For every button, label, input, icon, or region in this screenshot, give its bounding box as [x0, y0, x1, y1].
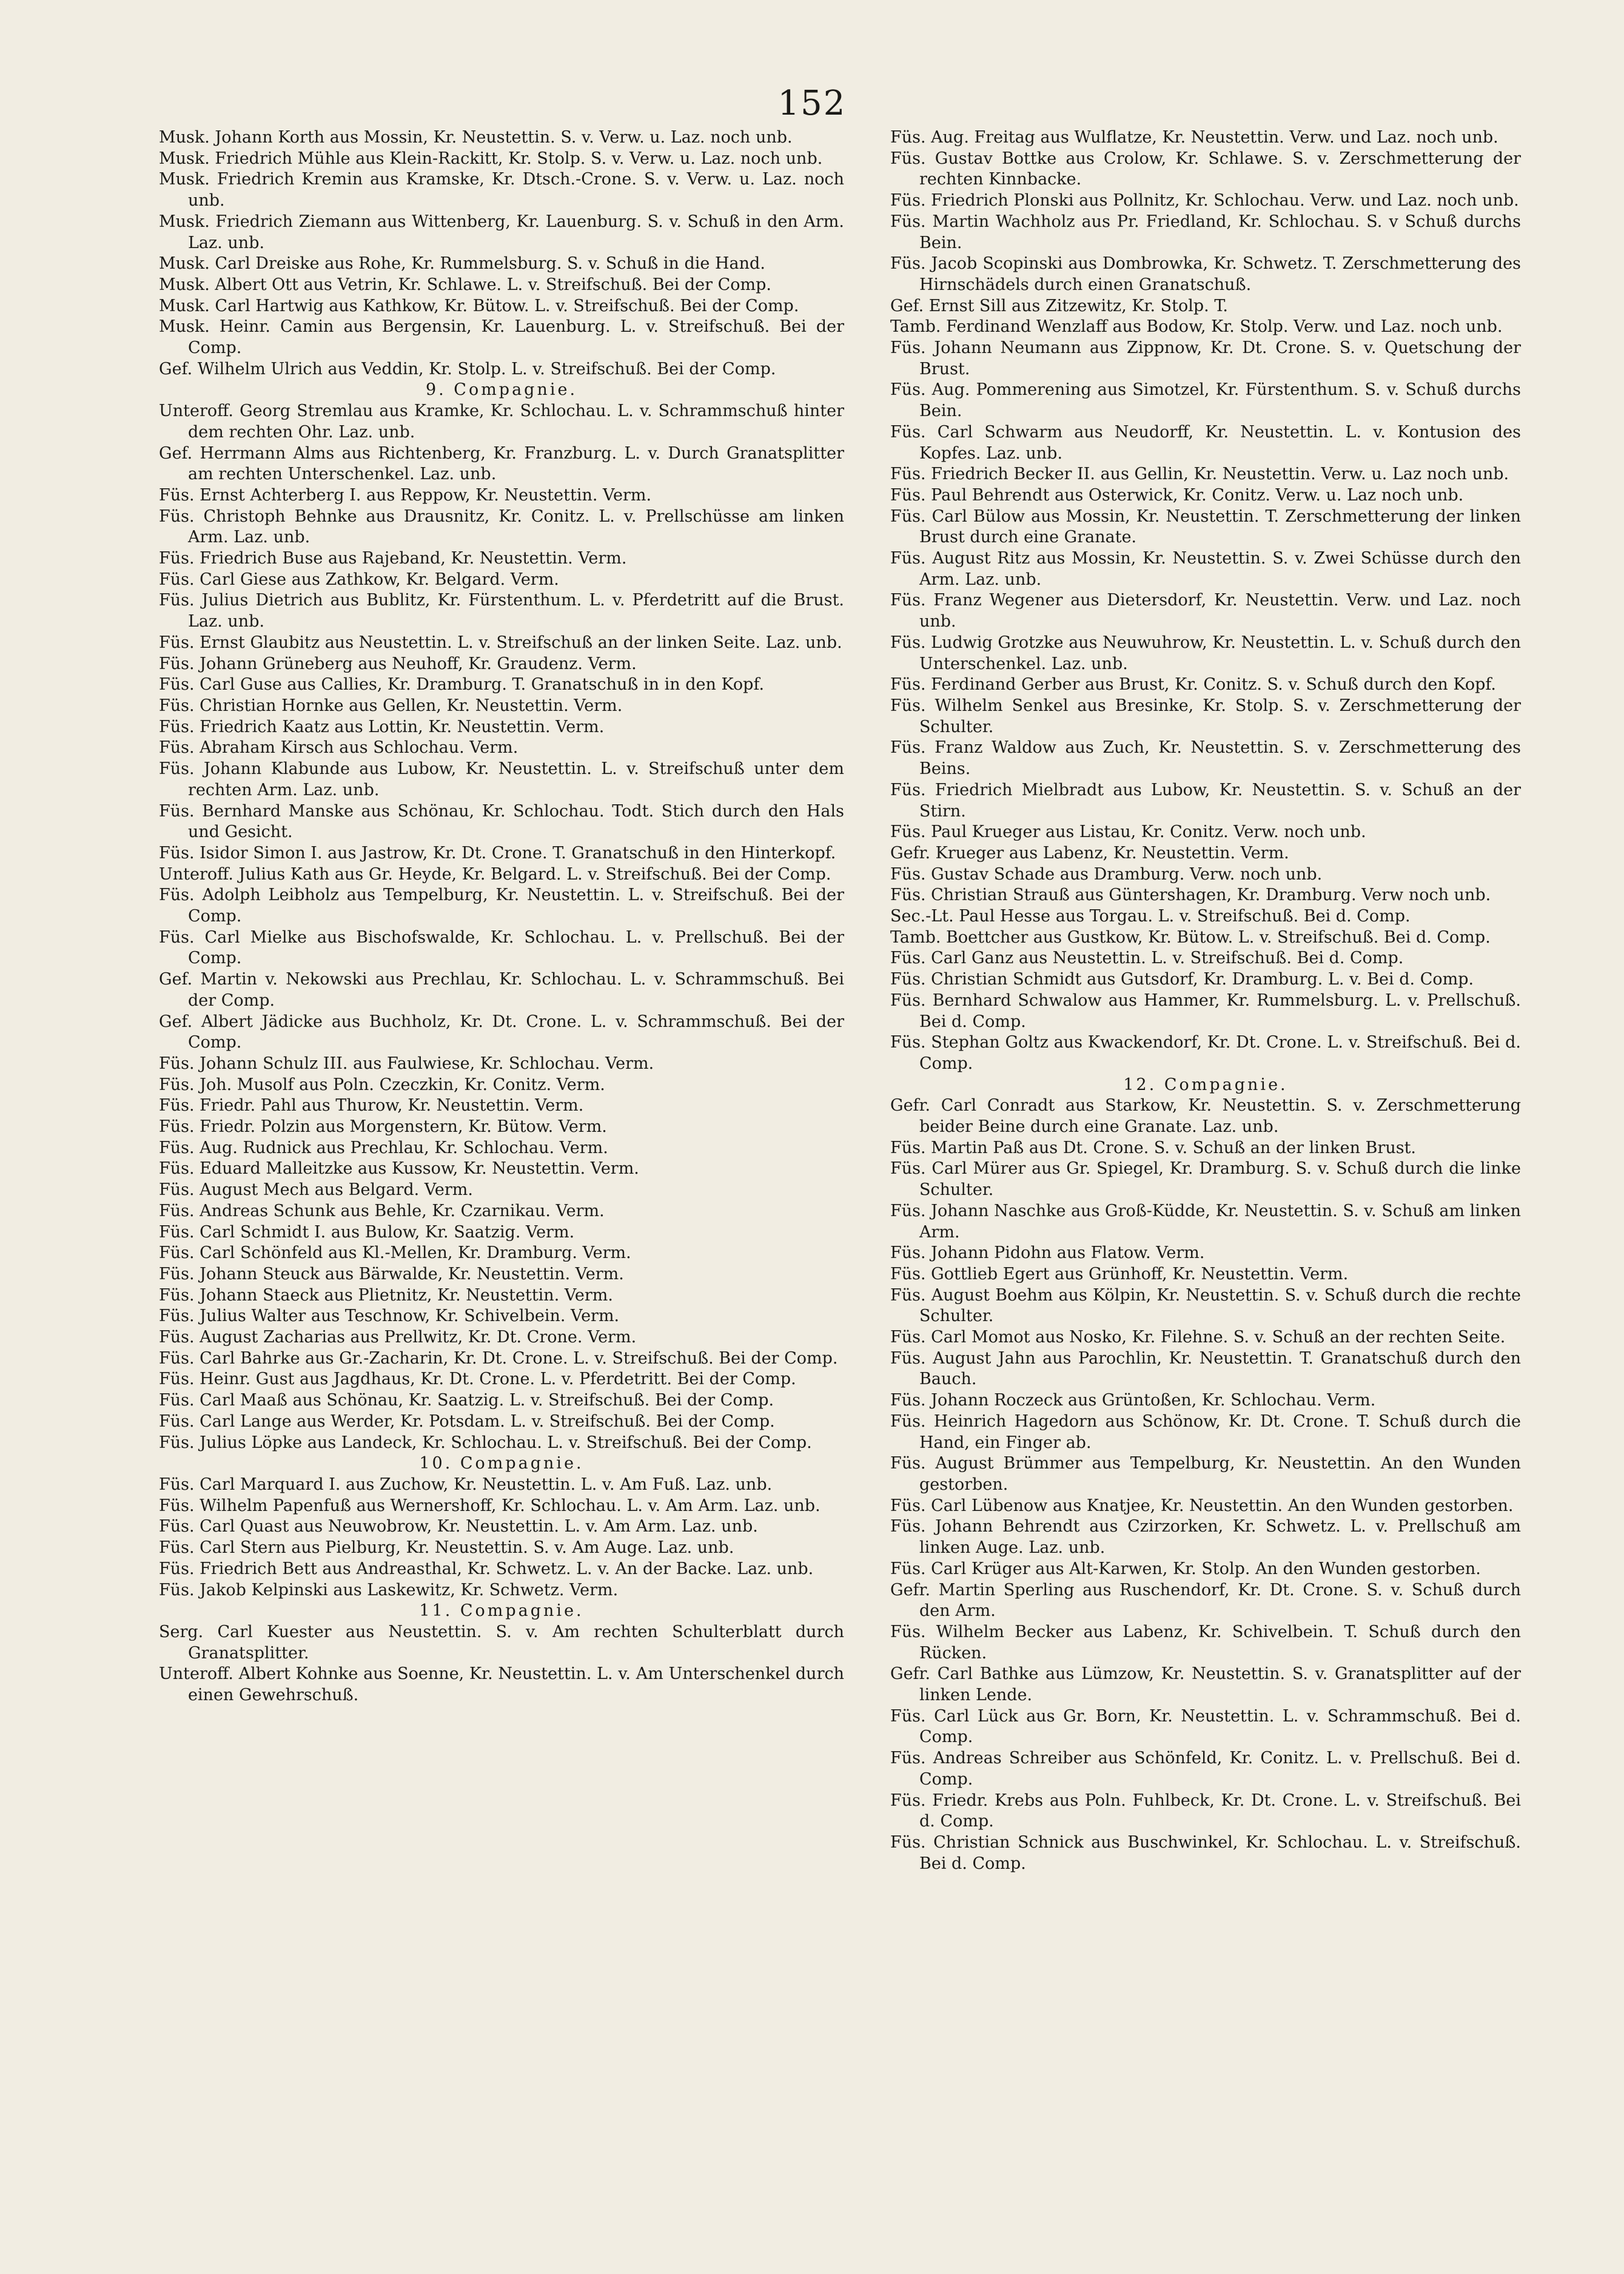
casualty-entry: Gefr. Martin Sperling aus Ruschendorf, Kr. Dt. Crone. S. v. Schuß durch den Arm.	[890, 1580, 1521, 1621]
casualty-entry: Füs. Ludwig Grotzke aus Neuwuhrow, Kr. Neustettin. L. v. Schuß durch den Unterschenkel. Laz. unb.	[890, 633, 1521, 673]
casualty-entry: Füs. Julius Löpke aus Landeck, Kr. Schlochau. L. v. Streifschuß. Bei der Comp.	[159, 1433, 812, 1452]
company-heading: 11. Compagnie.	[419, 1601, 584, 1621]
casualty-entry: Füs. Carl Lange aus Werder, Kr. Potsdam. L. v. Streifschuß. Bei der Comp.	[159, 1411, 775, 1431]
casualty-entry: Füs. Carl Ganz aus Neustettin. L. v. Streifschuß. Bei d. Comp.	[890, 949, 1404, 968]
casualty-entry: Füs. Gottlieb Egert aus Grünhoff, Kr. Neustettin. Verm.	[890, 1264, 1349, 1283]
casualty-entry: Füs. Bernhard Manske aus Schönau, Kr. Schlochau. Todt. Stich durch den Hals und Gesicht.	[159, 801, 844, 842]
casualty-entry: Füs. Friedr. Polzin aus Morgenstern, Kr. Bütow. Verm.	[159, 1117, 607, 1137]
casualty-entry: Füs. Paul Krueger aus Listau, Kr. Conitz. Verw. noch unb.	[890, 822, 1366, 842]
casualty-entry: Füs. Adolph Leibholz aus Tempelburg, Kr. Neustettin. L. v. Streifschuß. Bei der Comp.	[159, 886, 844, 926]
casualty-entry: Gef. Albert Jädicke aus Buchholz, Kr. Dt. Crone. L. v. Schrammschuß. Bei der Comp.	[159, 1012, 844, 1052]
casualty-entry: Füs. Gustav Bottke aus Crolow, Kr. Schlawe. S. v. Zerschmetterung der rechten Kinnbacke.	[890, 149, 1521, 189]
casualty-entry: Füs. August Mech aus Belgard. Verm.	[159, 1180, 473, 1200]
casualty-entry: Füs. Friedrich Kaatz aus Lottin, Kr. Neustettin. Verm.	[159, 717, 605, 736]
left-column	[159, 127, 844, 1706]
casualty-entry: Füs. August Brümmer aus Tempelburg, Kr. Neustettin. An den Wunden gestorben.	[890, 1454, 1521, 1494]
casualty-entry: Musk. Friedrich Mühle aus Klein-Rackitt, Kr. Stolp. S. v. Verw. u. Laz. noch unb.	[159, 149, 823, 168]
casualty-entry: Füs. Isidor Simon I. aus Jastrow, Kr. Dt. Crone. T. Granatschuß in den Hinterkopf.	[159, 843, 836, 863]
casualty-entry: Füs. Friedrich Becker II. aus Gellin, Kr. Neustettin. Verw. u. Laz noch unb.	[890, 465, 1509, 484]
casualty-entry: Füs. Franz Wegener aus Dietersdorf, Kr. Neustettin. Verw. und Laz. noch unb.	[890, 591, 1521, 631]
casualty-entry: Unteroff. Georg Stremlau aus Kramke, Kr. Schlochau. L. v. Schrammschuß hinter dem rechten Ohr. Laz. unb.	[159, 402, 844, 442]
page-number: 152	[777, 84, 847, 123]
casualty-entry: Serg. Carl Kuester aus Neustettin. S. v. Am rechten Schulterblatt durch Granatsplitter.	[159, 1622, 844, 1663]
casualty-entry: Musk. Albert Ott aus Vetrin, Kr. Schlawe. L. v. Streifschuß. Bei der Comp.	[159, 275, 772, 294]
casualty-entry: Füs. Gustav Schade aus Dramburg. Verw. noch unb.	[890, 864, 1323, 884]
casualty-entry: Füs. Aug. Pommerening aus Simotzel, Kr. Fürstenthum. S. v. Schuß durchs Bein.	[890, 380, 1521, 421]
casualty-entry: Füs. Christoph Behnke aus Drausnitz, Kr. Conitz. L. v. Prellschüsse am linken Arm. Laz. unb.	[159, 506, 844, 547]
casualty-entry: Füs. Christian Strauß aus Güntershagen, Kr. Dramburg. Verw noch unb.	[890, 886, 1491, 905]
casualty-entry: Füs. Johann Klabunde aus Lubow, Kr. Neustettin. L. v. Streifschuß unter dem rechten Arm. Laz. unb.	[159, 759, 844, 799]
casualty-entry: Tamb. Boettcher aus Gustkow, Kr. Bütow. L. v. Streifschuß. Bei d. Comp.	[890, 927, 1491, 947]
casualty-entry: Füs. Johann Schulz III. aus Faulwiese, Kr. Schlochau. Verm.	[159, 1054, 654, 1073]
casualty-entry: Füs. Christian Schmidt aus Gutsdorf, Kr. Dramburg. L. v. Bei d. Comp.	[890, 970, 1474, 989]
casualty-entry: Füs. Carl Lück aus Gr. Born, Kr. Neustettin. L. v. Schrammschuß. Bei d. Comp.	[890, 1706, 1521, 1747]
casualty-entry: Füs. Julius Walter aus Teschnow, Kr. Schivelbein. Verm.	[159, 1307, 620, 1326]
casualty-entry: Füs. Carl Guse aus Callies, Kr. Dramburg. T. Granatschuß in in den Kopf.	[159, 675, 765, 695]
casualty-entry: Füs. Franz Waldow aus Zuch, Kr. Neustettin. S. v. Zerschmetterung des Beins.	[890, 738, 1521, 779]
casualty-entry: Füs. Carl Krüger aus Alt-Karwen, Kr. Stolp. An den Wunden gestorben.	[890, 1559, 1481, 1578]
casualty-entry: Füs. August Ritz aus Mossin, Kr. Neustettin. S. v. Zwei Schüsse durch den Arm. Laz. unb.	[890, 549, 1521, 589]
casualty-entry: Gef. Martin v. Nekowski aus Prechlau, Kr. Schlochau. L. v. Schrammschuß. Bei der Comp.	[159, 970, 844, 1010]
casualty-entry: Füs. Ferdinand Gerber aus Brust, Kr. Conitz. S. v. Schuß durch den Kopf.	[890, 675, 1496, 695]
casualty-entry: Füs. Wilhelm Becker aus Labenz, Kr. Schivelbein. T. Schuß durch den Rücken.	[890, 1622, 1521, 1663]
casualty-entry: Unteroff. Albert Kohnke aus Soenne, Kr. Neustettin. L. v. Am Unterschenkel durch einen Gewehrschuß.	[159, 1664, 844, 1705]
right-column	[890, 127, 1521, 1874]
casualty-entry: Gefr. Carl Bathke aus Lümzow, Kr. Neustettin. S. v. Granatsplitter auf der linken Lende.	[890, 1664, 1521, 1705]
casualty-entry: Musk. Carl Hartwig aus Kathkow, Kr. Bütow. L. v. Streifschuß. Bei der Comp.	[159, 296, 799, 315]
casualty-entry: Sec.-Lt. Paul Hesse aus Torgau. L. v. Streifschuß. Bei d. Comp.	[890, 907, 1411, 926]
casualty-entry: Gef. Ernst Sill aus Zitzewitz, Kr. Stolp. T.	[890, 296, 1228, 315]
casualty-entry: Füs. Friedrich Mielbradt aus Lubow, Kr. Neustettin. S. v. Schuß an der Stirn.	[890, 780, 1521, 821]
casualty-entry: Füs. Carl Bülow aus Mossin, Kr. Neustettin. T. Zerschmetterung der linken Brust durch eine Granate.	[890, 506, 1521, 547]
casualty-entry: Füs. Friedr. Krebs aus Poln. Fuhlbeck, Kr. Dt. Crone. L. v. Streifschuß. Bei d. Comp.	[890, 1791, 1521, 1831]
casualty-entry: Gef. Herrmann Alms aus Richtenberg, Kr. Franzburg. L. v. Durch Granatsplitter am rechten Unterschenkel. Laz. unb.	[159, 443, 844, 484]
casualty-entry: Füs. Johann Grüneberg aus Neuhoff, Kr. Graudenz. Verm.	[159, 654, 637, 673]
casualty-entry: Füs. Ernst Glaubitz aus Neustettin. L. v. Streifschuß an der linken Seite. Laz. unb.	[159, 633, 842, 652]
casualty-entry: Füs. Friedrich Buse aus Rajeband, Kr. Neustettin. Verm.	[159, 549, 627, 568]
casualty-entry: Füs. Andreas Schreiber aus Schönfeld, Kr. Conitz. L. v. Prellschuß. Bei d. Comp.	[890, 1749, 1521, 1789]
casualty-entry: Musk. Heinr. Camin aus Bergensin, Kr. Lauenburg. L. v. Streifschuß. Bei der Comp.	[159, 317, 844, 358]
casualty-entry: Musk. Carl Dreiske aus Rohe, Kr. Rummelsburg. S. v. Schuß in die Hand.	[159, 254, 765, 274]
casualty-entry: Füs. Carl Mielke aus Bischofswalde, Kr. Schlochau. L. v. Prellschuß. Bei der Comp.	[159, 927, 844, 968]
casualty-entry: Füs. Christian Hornke aus Gellen, Kr. Neustettin. Verm.	[159, 696, 623, 715]
casualty-entry: Füs. Jakob Kelpinski aus Laskewitz, Kr. Schwetz. Verm.	[159, 1580, 619, 1600]
casualty-entry: Füs. Eduard Malleitzke aus Kussow, Kr. Neustettin. Verm.	[159, 1159, 639, 1179]
casualty-entry: Füs. Carl Stern aus Pielburg, Kr. Neustettin. S. v. Am Auge. Laz. unb.	[159, 1538, 734, 1558]
casualty-entry: Füs. Heinrich Hagedorn aus Schönow, Kr. Dt. Crone. T. Schuß durch die Hand, ein Finger ab.	[890, 1411, 1521, 1452]
casualty-entry: Füs. Johann Behrendt aus Czirzorken, Kr. Schwetz. L. v. Prellschuß am linken Auge. Laz. unb.	[890, 1517, 1521, 1558]
casualty-entry: Füs. Carl Lübenow aus Knatjee, Kr. Neustettin. An den Wunden gestorben.	[890, 1496, 1514, 1515]
casualty-entry: Füs. Friedrich Bett aus Andreasthal, Kr. Schwetz. L. v. An der Backe. Laz. unb.	[159, 1559, 814, 1578]
casualty-entry: Füs. Carl Giese aus Zathkow, Kr. Belgard. Verm.	[159, 570, 559, 589]
casualty-entry: Gef. Wilhelm Ulrich aus Veddin, Kr. Stolp. L. v. Streifschuß. Bei der Comp.	[159, 359, 776, 378]
casualty-entry: Füs. Bernhard Schwalow aus Hammer, Kr. Rummelsburg. L. v. Prellschuß. Bei d. Comp.	[890, 991, 1521, 1031]
casualty-entry: Füs. Andreas Schunk aus Behle, Kr. Czarnikau. Verm.	[159, 1201, 605, 1220]
casualty-entry: Unteroff. Julius Kath aus Gr. Heyde, Kr. Belgard. L. v. Streifschuß. Bei der Comp.	[159, 864, 831, 884]
casualty-entry: Füs. Stephan Goltz aus Kwackendorf, Kr. Dt. Crone. L. v. Streifschuß. Bei d. Comp.	[890, 1033, 1521, 1073]
casualty-entry: Füs. Carl Marquard I. aus Zuchow, Kr. Neustettin. L. v. Am Fuß. Laz. unb.	[159, 1475, 773, 1494]
casualty-entry: Füs. Aug. Freitag aus Wulflatze, Kr. Neustettin. Verw. und Laz. noch unb.	[890, 128, 1498, 147]
casualty-entry: Füs. Aug. Rudnick aus Prechlau, Kr. Schlochau. Verm.	[159, 1138, 608, 1157]
casualty-entry: Füs. Carl Schmidt I. aus Bulow, Kr. Saatzig. Verm.	[159, 1222, 575, 1242]
casualty-entry: Füs. Johann Neumann aus Zippnow, Kr. Dt. Crone. S. v. Quetschung der Brust.	[890, 338, 1521, 378]
casualty-entry: Füs. Christian Schnick aus Buschwinkel, Kr. Schlochau. L. v. Streifschuß. Bei d. Comp.	[890, 1832, 1521, 1873]
casualty-entry: Musk. Friedrich Kremin aus Kramske, Kr. Dtsch.-Crone. S. v. Verw. u. Laz. noch unb.	[159, 170, 844, 210]
casualty-entry: Füs. Johann Steuck aus Bärwalde, Kr. Neustettin. Verm.	[159, 1264, 624, 1283]
casualty-entry: Füs. Abraham Kirsch aus Schlochau. Verm.	[159, 738, 518, 758]
casualty-entry: Füs. Carl Schwarm aus Neudorff, Kr. Neustettin. L. v. Kontusion des Kopfes. Laz. unb.	[890, 422, 1521, 463]
casualty-entry: Füs. Carl Quast aus Neuwobrow, Kr. Neustettin. L. v. Am Arm. Laz. unb.	[159, 1517, 758, 1536]
casualty-entry: Füs. Martin Paß aus Dt. Crone. S. v. Schuß an der linken Brust.	[890, 1138, 1417, 1157]
casualty-entry: Füs. Wilhelm Senkel aus Bresinke, Kr. Stolp. S. v. Zerschmetterung der Schulter.	[890, 696, 1521, 736]
casualty-entry: Füs. Carl Schönfeld aus Kl.-Mellen, Kr. Dramburg. Verm.	[159, 1243, 631, 1263]
casualty-entry: Füs. August Jahn aus Parochlin, Kr. Neustettin. T. Granatschuß durch den Bauch.	[890, 1348, 1521, 1389]
casualty-entry: Füs. Heinr. Gust aus Jagdhaus, Kr. Dt. Crone. L. v. Pferdetritt. Bei der Comp.	[159, 1370, 796, 1389]
casualty-entry: Tamb. Ferdinand Wenzlaff aus Bodow, Kr. Stolp. Verw. und Laz. noch unb.	[890, 317, 1503, 337]
casualty-entry: Füs. August Boehm aus Kölpin, Kr. Neustettin. S. v. Schuß durch die rechte Schulter.	[890, 1285, 1521, 1326]
casualty-entry: Füs. Carl Momot aus Nosko, Kr. Filehne. S. v. Schuß an der rechten Seite.	[890, 1328, 1506, 1347]
casualty-entry: Gefr. Carl Conradt aus Starkow, Kr. Neustettin. S. v. Zerschmetterung beider Beine durch eine Granate. Laz. unb.	[890, 1096, 1521, 1137]
casualty-entry: Füs. Julius Dietrich aus Bublitz, Kr. Fürstenthum. L. v. Pferdetritt auf die Brust. Laz. unb.	[159, 591, 844, 631]
company-heading: 10. Compagnie.	[419, 1454, 584, 1473]
casualty-entry: Füs. Carl Mürer aus Gr. Spiegel, Kr. Dramburg. S. v. Schuß durch die linke Schulter.	[890, 1159, 1521, 1200]
casualty-entry: Füs. Jacob Scopinski aus Dombrowka, Kr. Schwetz. T. Zerschmetterung des Hirnschädels durch einen Granatschuß.	[890, 254, 1521, 294]
casualty-entry: Füs. Johann Roczeck aus Grüntoßen, Kr. Schlochau. Verm.	[890, 1391, 1376, 1410]
casualty-entry: Gefr. Krueger aus Labenz, Kr. Neustettin. Verm.	[890, 843, 1289, 863]
casualty-entry: Füs. August Zacharias aus Prellwitz, Kr. Dt. Crone. Verm.	[159, 1328, 637, 1347]
casualty-entry: Füs. Johann Staeck aus Plietnitz, Kr. Neustettin. Verm.	[159, 1285, 613, 1305]
casualty-entry: Füs. Friedrich Plonski aus Pollnitz, Kr. Schlochau. Verw. und Laz. noch unb.	[890, 191, 1519, 210]
casualty-entry: Musk. Friedrich Ziemann aus Wittenberg, Kr. Lauenburg. S. v. Schuß in den Arm. Laz. unb.	[159, 212, 844, 252]
casualty-entry: Musk. Johann Korth aus Mossin, Kr. Neustettin. S. v. Verw. u. Laz. noch unb.	[159, 128, 793, 147]
casualty-entry: Füs. Johann Pidohn aus Flatow. Verm.	[890, 1243, 1205, 1263]
casualty-entry: Füs. Johann Naschke aus Groß-Küdde, Kr. Neustettin. S. v. Schuß am linken Arm.	[890, 1201, 1522, 1242]
casualty-entry: Füs. Wilhelm Papenfuß aus Wernershoff, Kr. Schlochau. L. v. Am Arm. Laz. unb.	[159, 1496, 820, 1515]
company-heading: 12. Compagnie.	[1123, 1075, 1288, 1094]
casualty-entry: Füs. Ernst Achterberg I. aus Reppow, Kr. Neustettin. Verm.	[159, 485, 652, 505]
casualty-entry: Füs. Friedr. Pahl aus Thurow, Kr. Neustettin. Verm.	[159, 1096, 584, 1115]
casualty-entry: Füs. Carl Maaß aus Schönau, Kr. Saatzig. L. v. Streifschuß. Bei der Comp.	[159, 1391, 774, 1410]
casualty-entry: Füs. Joh. Musolf aus Poln. Czeczkin, Kr. Conitz. Verm.	[159, 1075, 605, 1094]
casualty-entry: Füs. Paul Behrendt aus Osterwick, Kr. Conitz. Verw. u. Laz noch unb.	[890, 485, 1464, 505]
casualty-entry: Füs. Martin Wachholz aus Pr. Friedland, Kr. Schlochau. S. v Schuß durchs Bein.	[890, 212, 1521, 252]
company-heading: 9. Compagnie.	[425, 380, 578, 400]
casualty-entry: Füs. Carl Bahrke aus Gr.-Zacharin, Kr. Dt. Crone. L. v. Streifschuß. Bei der Comp.	[159, 1348, 838, 1368]
